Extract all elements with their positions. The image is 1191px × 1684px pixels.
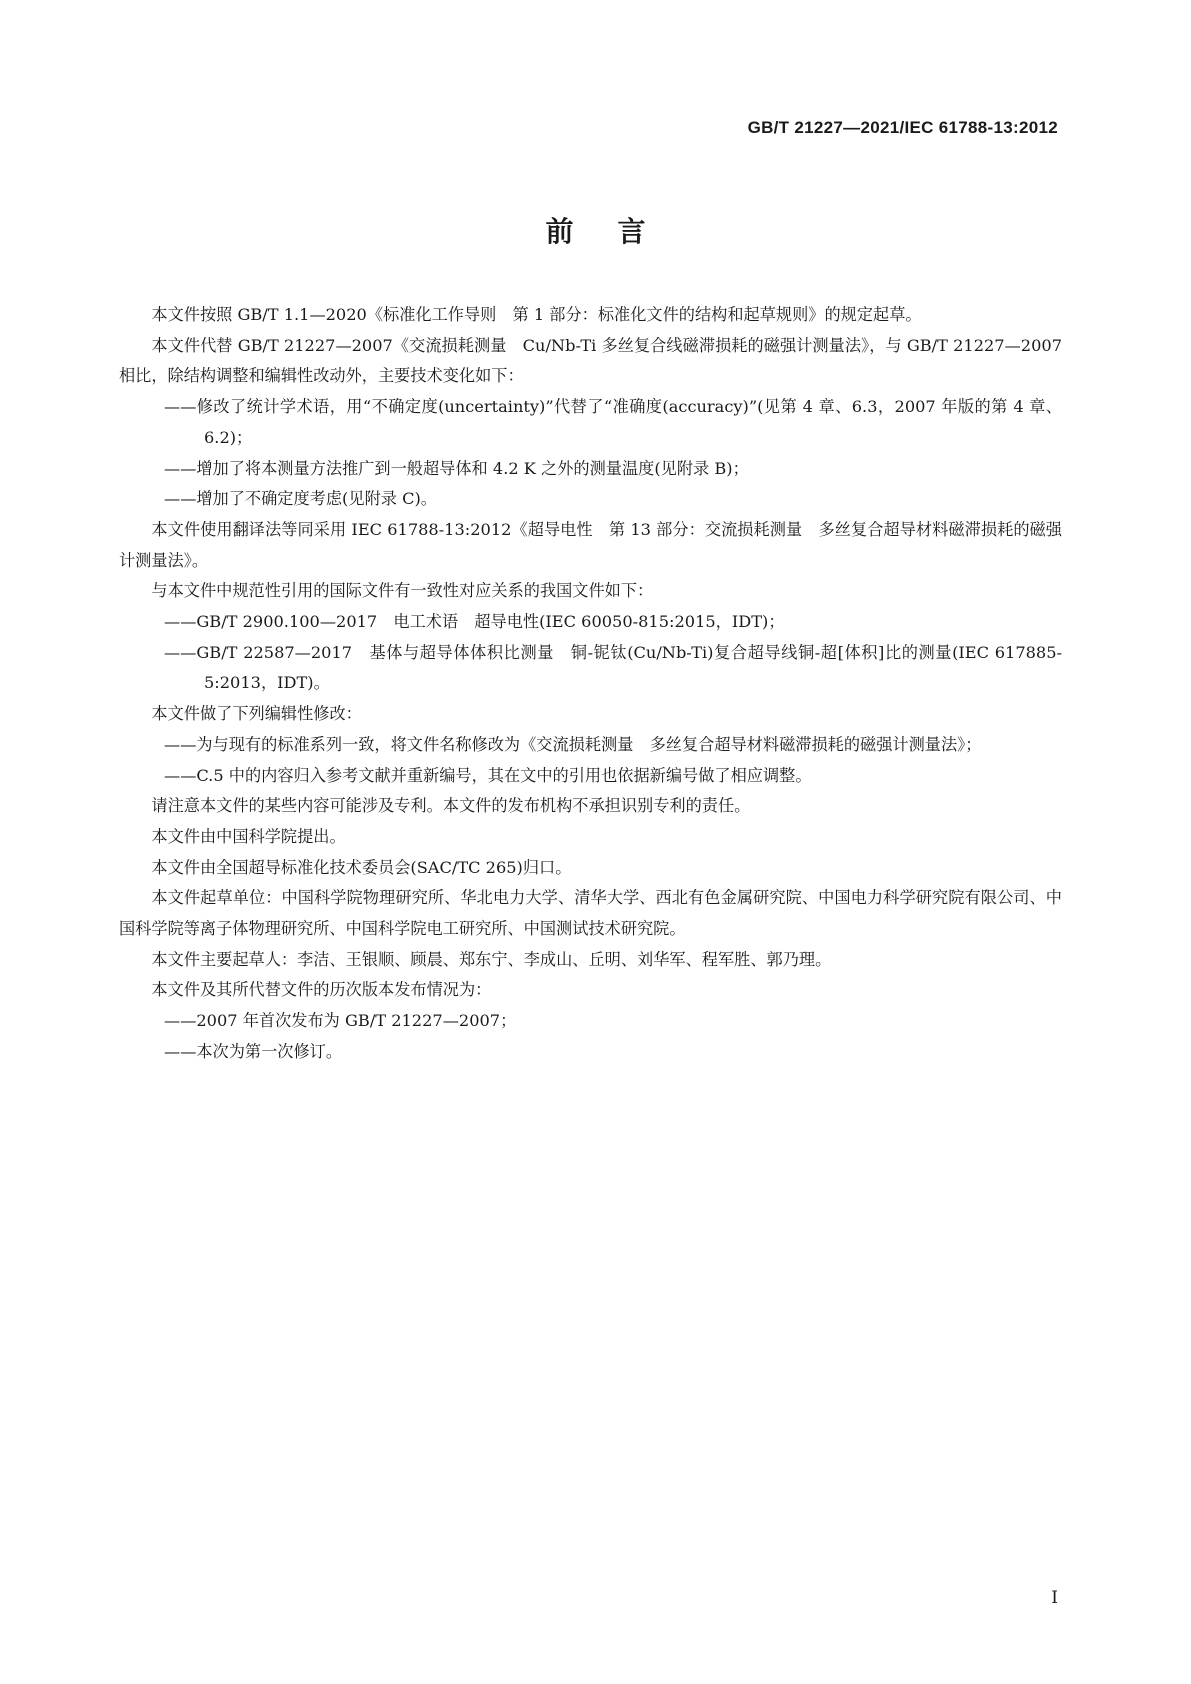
- paragraph-references-intro: 与本文件中规范性引用的国际文件有一致性对应关系的我国文件如下：: [151, 581, 654, 601]
- paragraph-editorial-intro: 本文件做了下列编辑性修改：: [151, 704, 362, 724]
- list-item-change-2: ——增加了将本测量方法推广到一般超导体和 4.2 K 之外的测量温度(见附录 B)；: [164, 458, 749, 478]
- paragraph-patent-notice: 请注意本文件的某些内容可能涉及专利。本文件的发布机构不承担识别专利的责任。: [151, 796, 751, 816]
- list-item-reference-2: ——GB/T 22587—2017 基体与超导体体积比测量 铜-铌钛(Cu/Nb-Ti)复合超导线铜-超[体积]比的测量(IEC 617885-5:2013，IDT)。: [164, 642, 1062, 693]
- paragraph-history-intro: 本文件及其所代替文件的历次版本发布情况为：: [151, 980, 492, 1000]
- standard-number: GB/T 21227—2021/IEC 61788-13:2012: [747, 118, 1058, 137]
- paragraph-adoption: 本文件使用翻译法等同采用 IEC 61788-13:2012《超导电性 第 13 部分：交流损耗测量 多丝复合超导材料磁滞损耗的磁强计测量法》。: [119, 519, 1062, 570]
- list-item-history-1: ——2007 年首次发布为 GB/T 21227—2007；: [164, 1011, 517, 1031]
- list-item-change-3: ——增加了不确定度考虑(见附录 C)。: [164, 489, 437, 509]
- list-item-editorial-1: ——为与现有的标准系列一致，将文件名称修改为《交流损耗测量 多丝复合超导材料磁滞损耗的磁强计测量法》；: [164, 734, 982, 754]
- foreword-body: [119, 300, 1062, 1068]
- page-number: I: [1051, 1588, 1058, 1608]
- paragraph-replaces: 本文件代替 GB/T 21227—2007《交流损耗测量 Cu/Nb-Ti 多丝复合线磁滞损耗的磁强计测量法》，与 GB/T 21227—2007 相比，除结构调整和编辑性改动外，主要技术变化如下：: [119, 335, 1062, 386]
- paragraph-proposer: 本文件由中国科学院提出。: [151, 826, 346, 846]
- paragraph-drafters: 本文件主要起草人：李洁、王银顺、顾晨、郑东宁、李成山、丘明、刘华军、程军胜、郭乃理。: [151, 949, 832, 969]
- list-item-reference-1: ——GB/T 2900.100—2017 电工术语 超导电性(IEC 60050-815:2015，IDT)；: [164, 612, 785, 632]
- paragraph-committee: 本文件由全国超导标准化技术委员会(SAC/TC 265)归口。: [151, 857, 572, 877]
- paragraph-drafting-units: 本文件起草单位：中国科学院物理研究所、华北电力大学、清华大学、西北有色金属研究院、中国电力科学研究院有限公司、中国科学院等离子体物理研究所、中国科学院电工研究所、中国测试技术研究院。: [119, 888, 1062, 939]
- list-item-editorial-2: ——C.5 中的内容归入参考文献并重新编号，其在文中的引用也依据新编号做了相应调整。: [164, 765, 812, 785]
- list-item-history-2: ——本次为第一次修订。: [164, 1041, 343, 1061]
- paragraph-drafting-rules: 本文件按照 GB/T 1.1—2020《标准化工作导则 第 1 部分：标准化文件的结构和起草规则》的规定起草。: [151, 305, 922, 324]
- list-item-change-1: ——修改了统计学术语，用“不确定度(uncertainty)”代替了“准确度(accuracy)”(见第 4 章、6.3，2007 年版的第 4 章、6.2)；: [164, 397, 1062, 447]
- page-title: 前言: [545, 215, 690, 248]
